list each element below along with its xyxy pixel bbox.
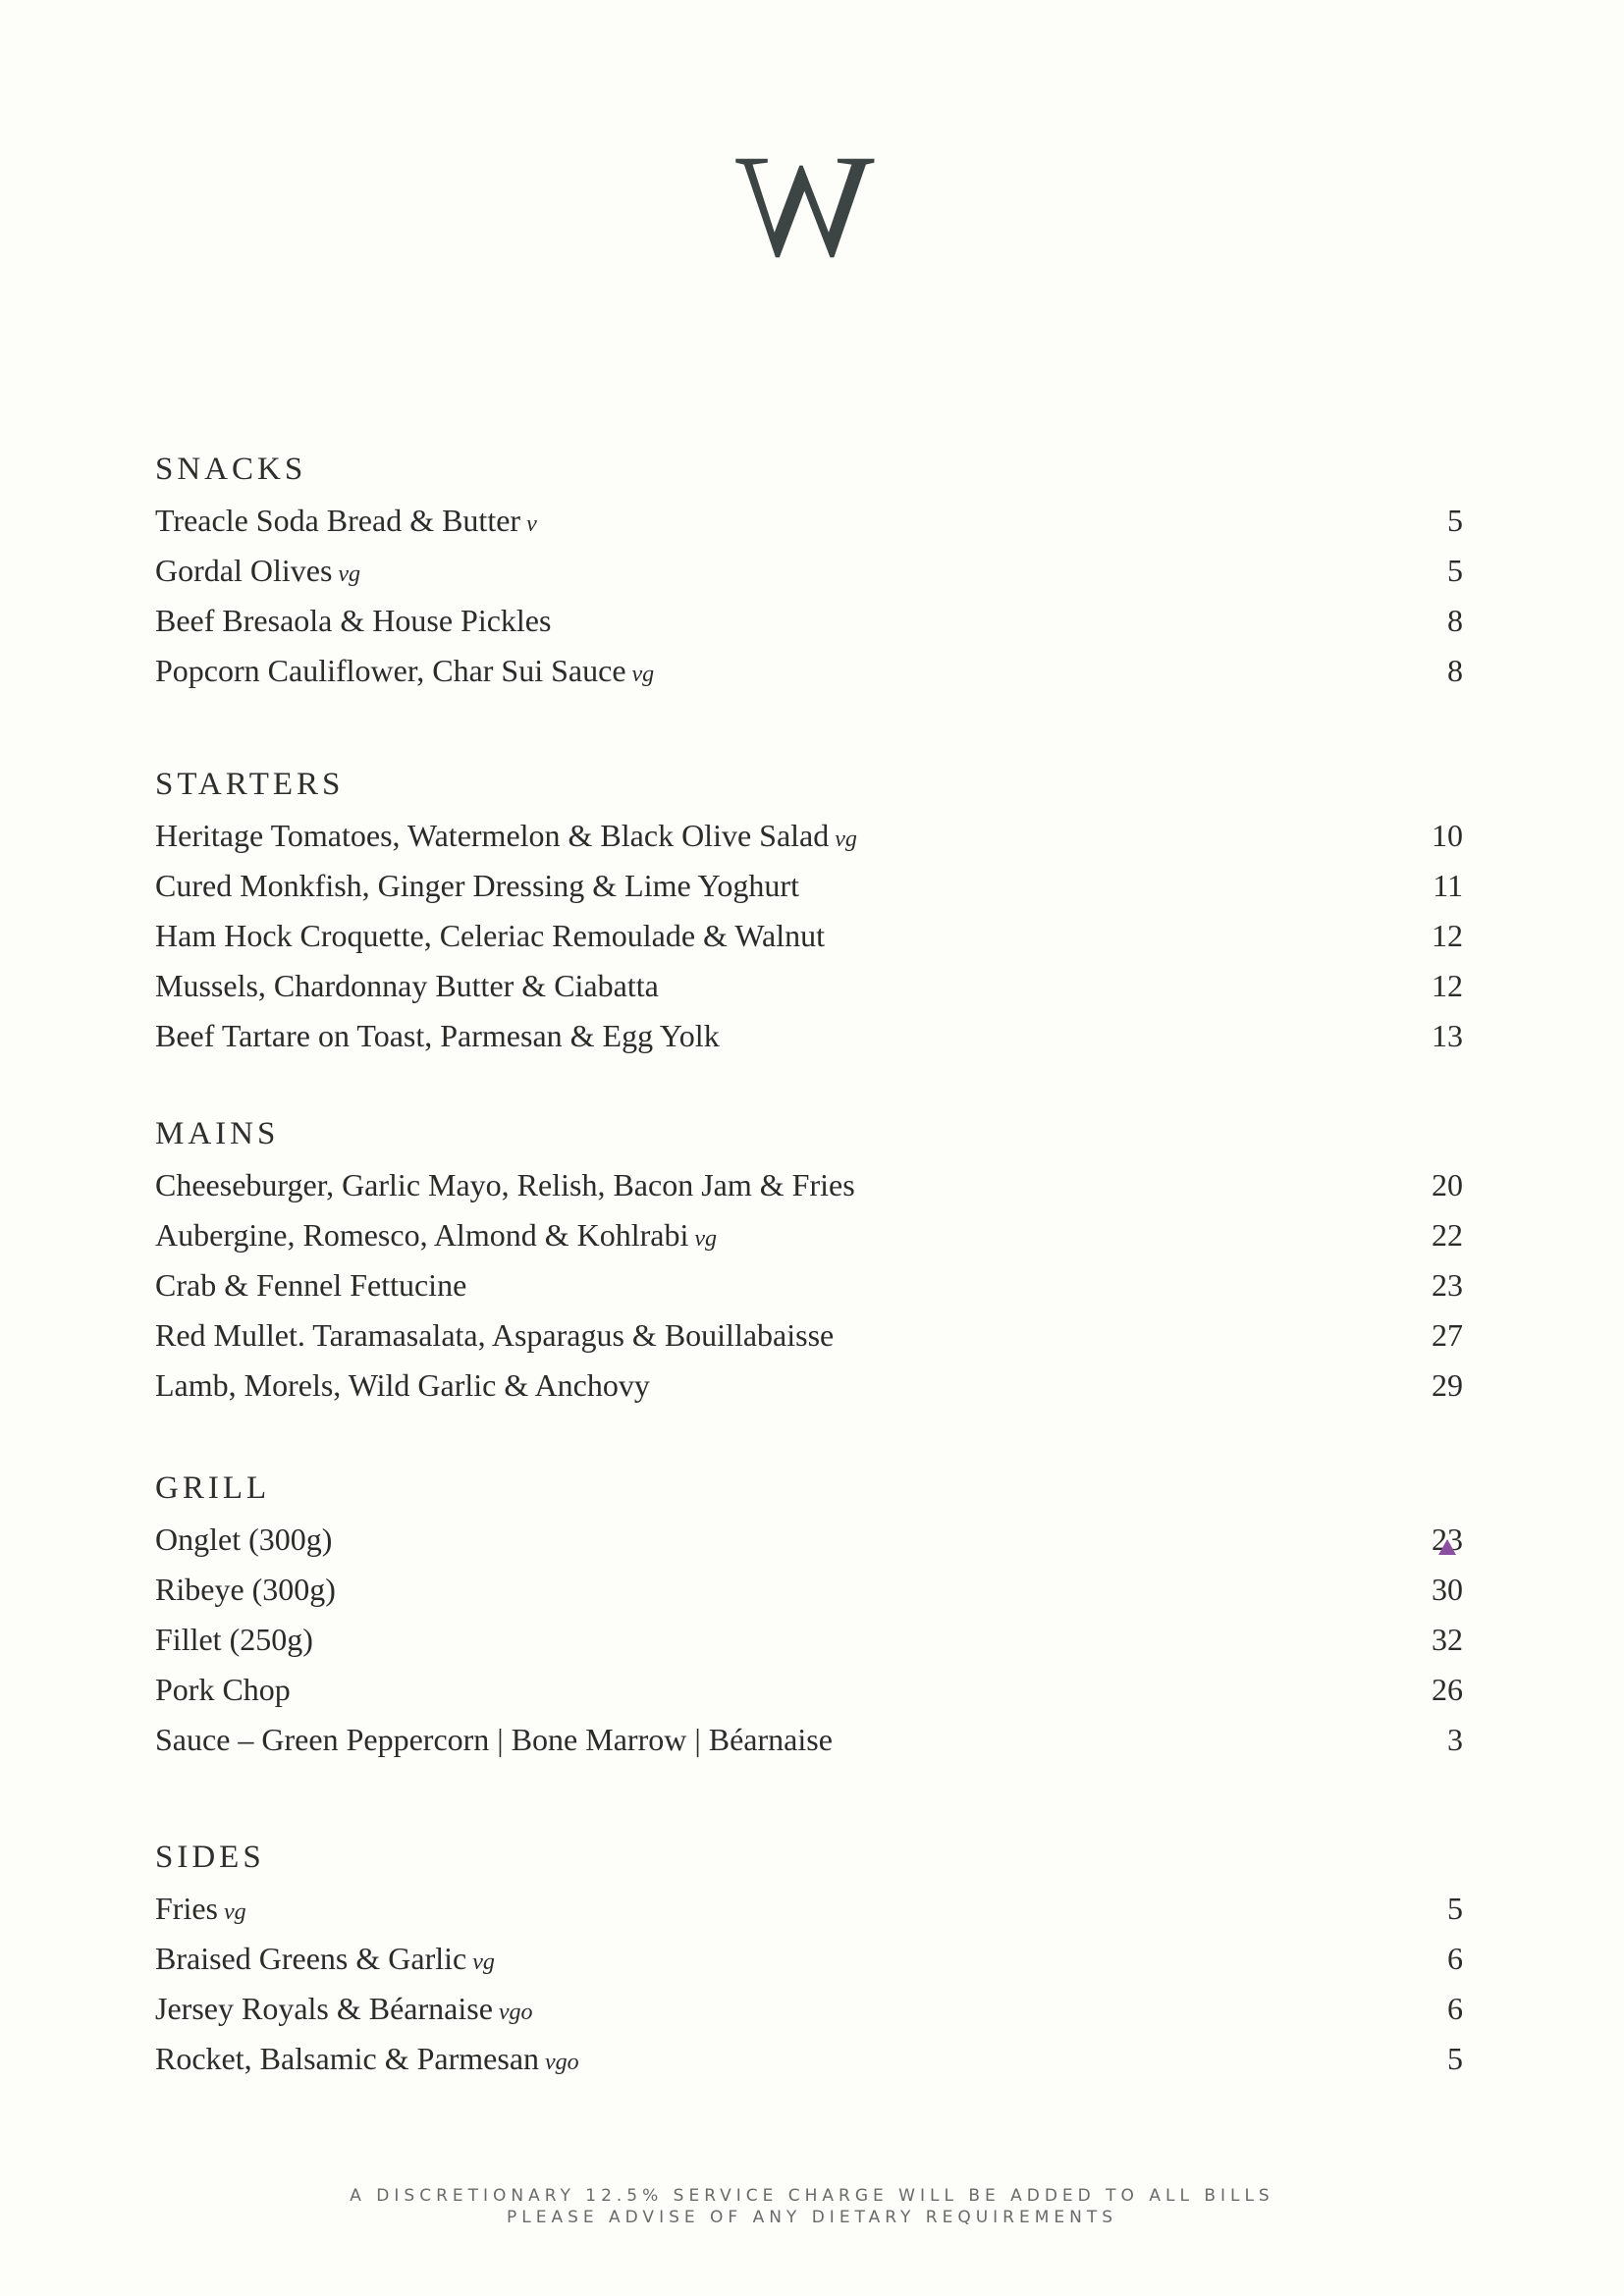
item-name <box>155 1989 533 2032</box>
footer-note <box>0 2185 1624 2228</box>
item-price: 23 <box>1432 1267 1463 1303</box>
item-name-text: Fries <box>155 1891 218 1926</box>
item-name <box>155 866 799 905</box>
section-mains <box>155 1116 1463 1415</box>
item-name-text: Lamb, Morels, Wild Garlic & Anchovy <box>155 1367 650 1403</box>
item-price: 5 <box>1447 2041 1463 2076</box>
item-name <box>155 1265 466 1305</box>
item-price: 8 <box>1447 653 1463 688</box>
menu-item <box>155 1365 1463 1415</box>
menu-item <box>155 551 1463 601</box>
menu-item <box>155 1720 1463 1770</box>
dietary-tag: v <box>526 511 537 537</box>
item-name-text: Pork Chop <box>155 1672 291 1707</box>
item-name <box>155 1165 855 1204</box>
item-name-text: Beef Bresaola & House Pickles <box>155 603 552 638</box>
item-name-text: Sauce – Green Peppercorn | Bone Marrow | Béarnaise <box>155 1722 833 1757</box>
item-price: 12 <box>1432 968 1463 1003</box>
dietary-tag: vg <box>472 1949 495 1975</box>
section-grill <box>155 1470 1463 1770</box>
item-price: 11 <box>1433 868 1463 903</box>
logo-mark: W <box>749 125 875 288</box>
section-heading: SNACKS <box>155 452 307 487</box>
section-snacks <box>155 452 1463 701</box>
item-name-text: Heritage Tomatoes, Watermelon & Black Olive Salad <box>155 818 830 853</box>
item-name <box>155 966 659 1005</box>
item-price: 26 <box>1432 1672 1463 1707</box>
dietary-tag: vg <box>631 662 655 687</box>
item-name <box>155 1365 650 1405</box>
menu-item <box>155 1670 1463 1720</box>
item-price: 13 <box>1432 1018 1463 1053</box>
item-name-text: Treacle Soda Bread & Butter <box>155 503 521 538</box>
section-heading: GRILL <box>155 1470 271 1506</box>
service-charge-note: A DISCRETIONARY 12.5% SERVICE CHARGE WILL BE ADDED TO ALL BILLS <box>350 2186 1274 2206</box>
menu-item <box>155 1939 1463 1989</box>
section-sides <box>155 1840 1463 2089</box>
menu-item <box>155 966 1463 1016</box>
item-name <box>155 1520 332 1559</box>
item-name <box>155 1620 313 1659</box>
item-name <box>155 551 360 594</box>
item-price: 22 <box>1432 1217 1463 1253</box>
dietary-tag: vg <box>338 561 361 587</box>
item-name-text: Cheeseburger, Garlic Mayo, Relish, Bacon Jam & Fries <box>155 1167 855 1202</box>
item-name-text: Aubergine, Romesco, Almond & Kohlrabi <box>155 1217 689 1253</box>
item-name-text: Gordal Olives <box>155 553 333 588</box>
menu-item <box>155 2039 1463 2089</box>
section-starters <box>155 767 1463 1066</box>
item-price: 3 <box>1447 1722 1463 1757</box>
item-name <box>155 1720 833 1759</box>
menu-item <box>155 866 1463 916</box>
item-name <box>155 2039 579 2082</box>
item-name <box>155 1016 720 1055</box>
item-name-text: Red Mullet. Taramasalata, Asparagus & Bouillabaisse <box>155 1317 835 1353</box>
item-name-text: Rocket, Balsamic & Parmesan <box>155 2041 540 2076</box>
menu-item <box>155 1265 1463 1315</box>
item-name-text: Braised Greens & Garlic <box>155 1941 467 1976</box>
section-heading: MAINS <box>155 1116 280 1151</box>
item-price: 6 <box>1447 1991 1463 2026</box>
item-name <box>155 916 825 955</box>
section-heading: SIDES <box>155 1840 265 1875</box>
item-name <box>155 501 537 544</box>
menu-item <box>155 916 1463 966</box>
item-price: 8 <box>1447 603 1463 638</box>
item-price: 5 <box>1447 1891 1463 1926</box>
item-name <box>155 1315 834 1355</box>
menu-item <box>155 1315 1463 1365</box>
item-name <box>155 1939 495 1982</box>
logo <box>0 125 1624 288</box>
menu-item <box>155 1165 1463 1215</box>
menu-item <box>155 601 1463 651</box>
item-price: 10 <box>1432 818 1463 853</box>
item-name <box>155 816 857 859</box>
menu-item <box>155 651 1463 701</box>
item-price: 12 <box>1432 918 1463 953</box>
item-price: 27 <box>1432 1317 1463 1353</box>
item-price: 32 <box>1432 1622 1463 1657</box>
item-price: 5 <box>1447 503 1463 538</box>
item-price: 5 <box>1447 553 1463 588</box>
item-name-text: Mussels, Chardonnay Butter & Ciabatta <box>155 968 659 1003</box>
item-name <box>155 1215 717 1258</box>
menu-item <box>155 1570 1463 1620</box>
item-price: 30 <box>1432 1572 1463 1607</box>
menu-item <box>155 1520 1463 1570</box>
item-name <box>155 1889 246 1932</box>
dietary-tag: vg <box>694 1226 717 1252</box>
annotation-marker <box>1438 1539 1456 1555</box>
item-name-text: Popcorn Cauliflower, Char Sui Sauce <box>155 653 626 688</box>
dietary-tag: vg <box>835 827 857 852</box>
menu-item <box>155 1889 1463 1939</box>
item-price: 20 <box>1432 1167 1463 1202</box>
item-name-text: Cured Monkfish, Ginger Dressing & Lime Yoghurt <box>155 868 799 903</box>
item-name-text: Jersey Royals & Béarnaise <box>155 1991 493 2026</box>
item-name-text: Onglet (300g) <box>155 1522 333 1557</box>
item-name-text: Fillet (250g) <box>155 1622 313 1657</box>
item-name <box>155 651 654 694</box>
dietary-tag: vgo <box>498 2000 533 2025</box>
item-name <box>155 601 551 640</box>
item-name <box>155 1670 291 1709</box>
dietary-tag: vgo <box>545 2050 579 2075</box>
dietary-tag: vg <box>224 1899 246 1925</box>
menu-item <box>155 1016 1463 1066</box>
menu-item <box>155 1989 1463 2039</box>
menu-item <box>155 1215 1463 1265</box>
menu-item <box>155 816 1463 866</box>
item-price: 29 <box>1432 1367 1463 1403</box>
item-name <box>155 1570 336 1609</box>
item-price: 23 <box>1432 1522 1463 1557</box>
item-name-text: Ham Hock Croquette, Celeriac Remoulade & Walnut <box>155 918 825 953</box>
menu-item <box>155 501 1463 551</box>
item-name-text: Crab & Fennel Fettucine <box>155 1267 467 1303</box>
dietary-note: PLEASE ADVISE OF ANY DIETARY REQUIREMENTS <box>506 2208 1118 2227</box>
menu-item <box>155 1620 1463 1670</box>
item-name-text: Ribeye (300g) <box>155 1572 336 1607</box>
section-heading: STARTERS <box>155 767 345 802</box>
item-price: 6 <box>1447 1941 1463 1976</box>
item-name-text: Beef Tartare on Toast, Parmesan & Egg Yolk <box>155 1018 720 1053</box>
